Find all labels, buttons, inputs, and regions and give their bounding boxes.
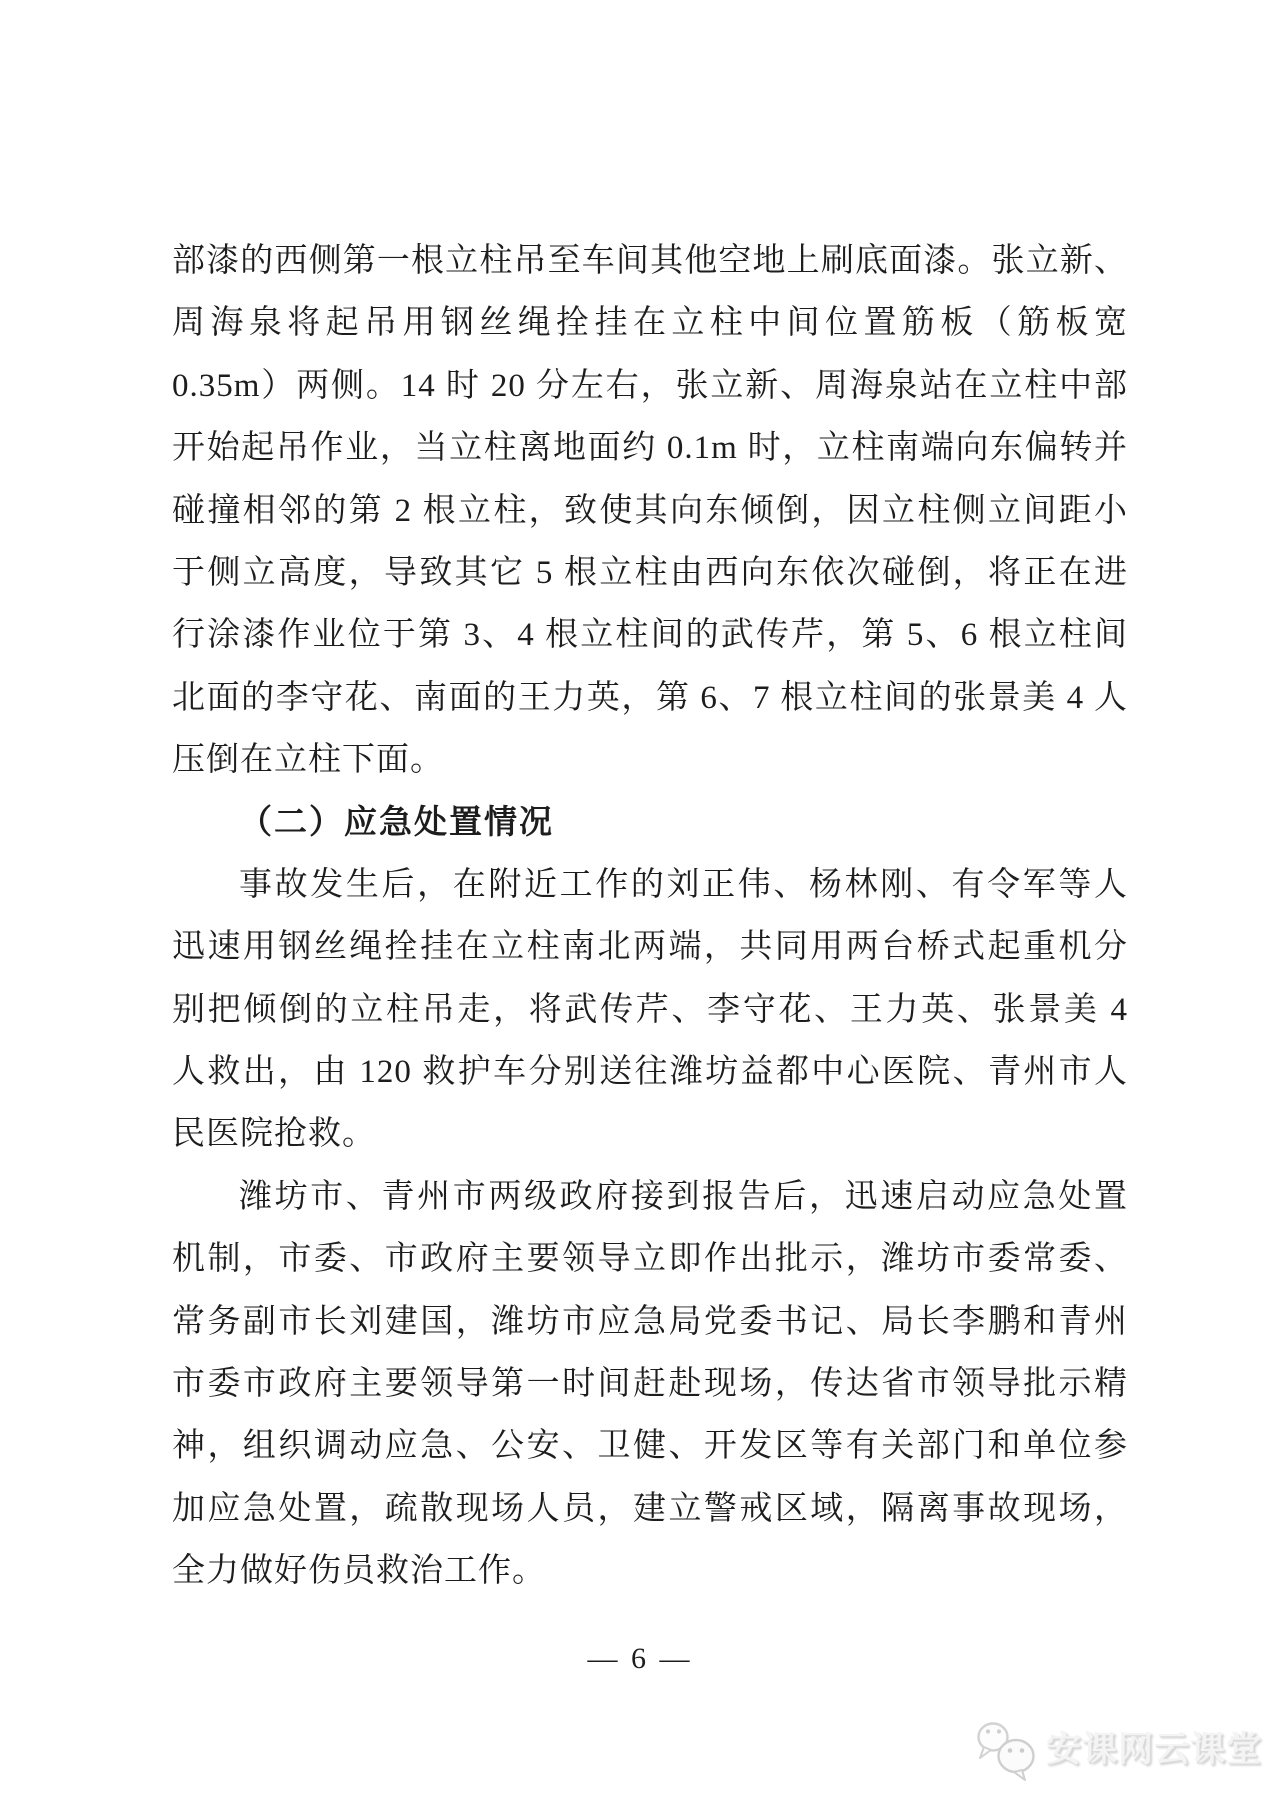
document-body bbox=[172, 230, 1128, 1603]
text-line: 0.35m）两侧。14 时 20 分左右，张立新、周海泉站在立柱中部 bbox=[172, 367, 1128, 404]
text-line: 加应急处置，疏散现场人员，建立警戒区域，隔离事故现场， bbox=[172, 1490, 1128, 1527]
text-line: 北面的李守花、南面的王力英，第 6、7 根立柱间的张景美 4 人 bbox=[172, 679, 1128, 716]
text-line: 迅速用钢丝绳拴挂在立柱南北两端，共同用两台桥式起重机分 bbox=[172, 929, 1128, 966]
text-line: 潍坊市、青州市两级政府接到报告后，迅速启动应急处置 bbox=[239, 1178, 1128, 1215]
text-line: 常务副市长刘建国，潍坊市应急局党委书记、局长李鹏和青州 bbox=[172, 1303, 1128, 1340]
text-line: 行涂漆作业位于第 3、4 根立柱间的武传芹，第 5、6 根立柱间 bbox=[172, 617, 1128, 654]
text-line: 压倒在立柱下面。 bbox=[172, 742, 444, 779]
watermark bbox=[972, 1718, 1262, 1782]
text-line: 开始起吊作业，当立柱离地面约 0.1m 时，立柱南端向东偏转并 bbox=[172, 430, 1128, 467]
text-line: 机制，市委、市政府主要领导立即作出批示，潍坊市委常委、 bbox=[172, 1241, 1128, 1278]
text-line: 事故发生后，在附近工作的刘正伟、杨林刚、有令军等人 bbox=[239, 866, 1128, 903]
chat-bubbles-icon bbox=[972, 1718, 1040, 1782]
text-line: 民医院抢救。 bbox=[172, 1116, 376, 1153]
text-line: 人救出，由 120 救护车分别送往潍坊益都中心医院、青州市人 bbox=[172, 1054, 1128, 1091]
text-line: 全力做好伤员救治工作。 bbox=[172, 1553, 546, 1590]
text-line: 周海泉将起吊用钢丝绳拴挂在立柱中间位置筋板（筋板宽 bbox=[172, 305, 1128, 342]
text-line: 市委市政府主要领导第一时间赶赴现场，传达省市领导批示精 bbox=[172, 1366, 1128, 1403]
text-line: 于侧立高度，导致其它 5 根立柱由西向东依次碰倒，将正在进 bbox=[172, 554, 1128, 591]
watermark-text: 安课网云课堂 bbox=[1046, 1730, 1263, 1769]
text-line: 部漆的西侧第一根立柱吊至车间其他空地上刷底面漆。张立新、 bbox=[172, 243, 1128, 279]
text-line: 神，组织调动应急、公安、卫健、开发区等有关部门和单位参 bbox=[172, 1428, 1128, 1465]
section-heading: （二）应急处置情况 bbox=[239, 804, 554, 841]
text-line: 碰撞相邻的第 2 根立柱，致使其向东倾倒，因立柱侧立间距小 bbox=[172, 492, 1128, 529]
text-line: 别把倾倒的立柱吊走，将武传芹、李守花、王力英、张景美 4 bbox=[172, 991, 1128, 1028]
page-number: — 6 — bbox=[587, 1642, 693, 1675]
